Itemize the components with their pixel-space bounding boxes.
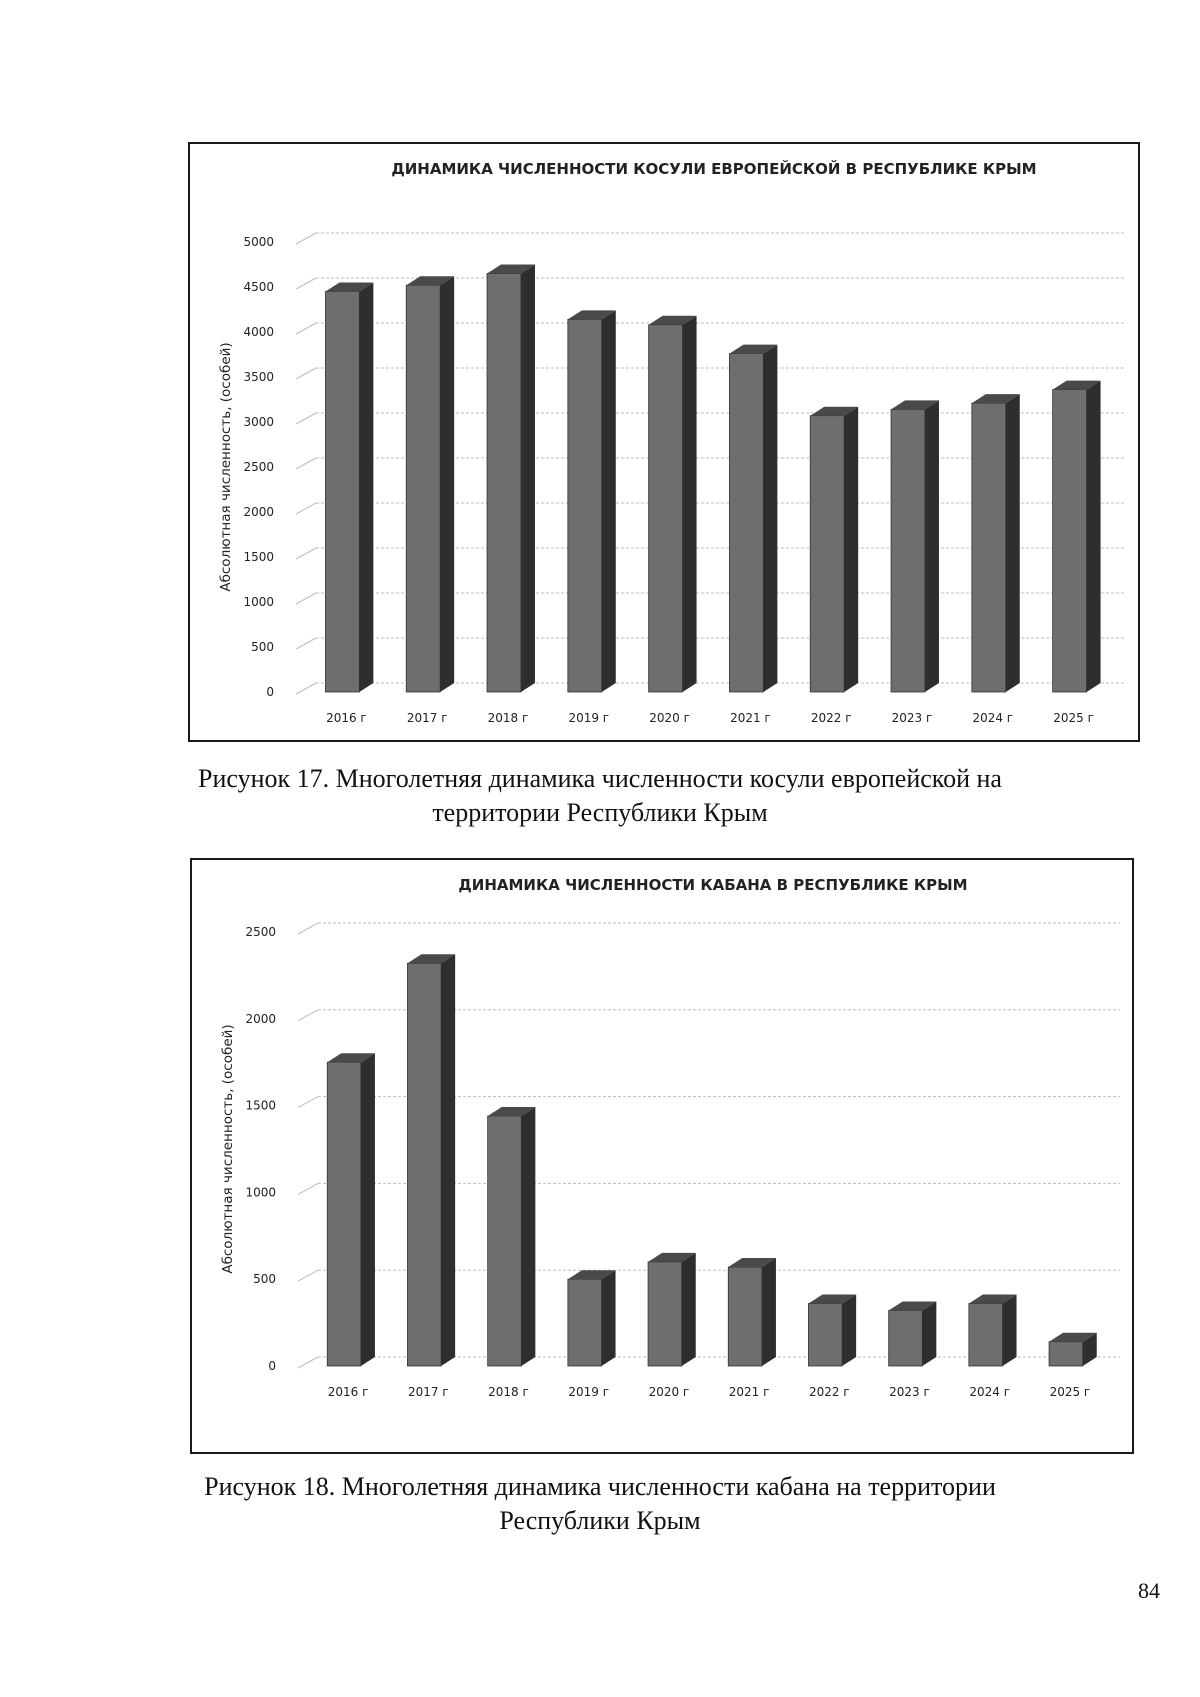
grid-diagonal bbox=[296, 413, 316, 424]
x-tick-label: 2021 г bbox=[728, 1385, 770, 1399]
y-axis-label: Абсолютная численность, (особей) bbox=[220, 1024, 236, 1274]
bar-side bbox=[602, 1270, 616, 1366]
bar bbox=[972, 403, 1006, 692]
x-tick-label: 2020 г bbox=[648, 1385, 690, 1399]
bar-side bbox=[441, 954, 455, 1366]
bar-side bbox=[925, 400, 939, 692]
grid-diagonal bbox=[298, 1097, 318, 1108]
y-tick-label: 4000 bbox=[243, 325, 274, 339]
bar-side bbox=[359, 283, 373, 693]
y-tick-label: 500 bbox=[251, 640, 274, 654]
bar bbox=[810, 416, 844, 692]
bar-side bbox=[521, 1107, 535, 1366]
bar-side bbox=[763, 345, 777, 692]
chart-roe-deer-svg bbox=[190, 144, 1138, 740]
x-tick-label: 2016 г bbox=[327, 1385, 369, 1399]
bar bbox=[406, 285, 440, 692]
x-tick-label: 2024 г bbox=[972, 711, 1014, 725]
x-tick-label: 2023 г bbox=[891, 711, 933, 725]
grid-diagonal bbox=[296, 593, 316, 604]
figure-17-caption: Рисунок 17. Многолетняя динамика численности косули европейской на территории Республики Крым bbox=[198, 764, 1002, 827]
grid-diagonal bbox=[296, 323, 316, 334]
bar-side bbox=[521, 265, 535, 693]
bar bbox=[889, 1310, 923, 1366]
grid-diagonal bbox=[298, 1357, 318, 1368]
x-tick-label: 2025 г bbox=[1049, 1385, 1091, 1399]
chart-wild-boar bbox=[190, 858, 1134, 1454]
x-tick-label: 2022 г bbox=[810, 711, 852, 725]
x-tick-label: 2017 г bbox=[407, 1385, 449, 1399]
grid-diagonal bbox=[296, 548, 316, 559]
x-tick-label: 2017 г bbox=[406, 711, 448, 725]
bar-side bbox=[361, 1053, 375, 1366]
y-tick-label: 2500 bbox=[243, 460, 274, 474]
bar bbox=[325, 292, 359, 693]
bar bbox=[891, 409, 925, 692]
grid-diagonal bbox=[298, 1270, 318, 1281]
bar bbox=[407, 963, 441, 1366]
y-tick-label: 3000 bbox=[243, 415, 274, 429]
bar bbox=[1053, 390, 1087, 692]
grid-diagonal bbox=[298, 1010, 318, 1021]
y-tick-label: 3500 bbox=[243, 370, 274, 384]
y-tick-label: 1500 bbox=[245, 1098, 276, 1113]
bar-side bbox=[683, 316, 697, 692]
grid-diagonal bbox=[296, 683, 316, 694]
bar-side bbox=[844, 407, 858, 692]
bar-side bbox=[922, 1301, 936, 1366]
page-number: 84 bbox=[1138, 1578, 1160, 1603]
bar-side bbox=[762, 1258, 776, 1366]
bar-side bbox=[1087, 381, 1101, 692]
chart-title: ДИНАМИКА ЧИСЛЕННОСТИ КОСУЛИ ЕВРОПЕЙСКОЙ В РЕСПУБЛИКЕ КРЫМ bbox=[391, 160, 1037, 178]
bar bbox=[487, 274, 521, 693]
x-tick-label: 2016 г bbox=[326, 711, 367, 725]
y-tick-label: 2500 bbox=[245, 925, 276, 939]
bar-side bbox=[1003, 1295, 1017, 1366]
bar bbox=[808, 1304, 842, 1366]
x-tick-label: 2020 г bbox=[649, 711, 690, 725]
grid-diagonal bbox=[298, 1183, 318, 1194]
x-tick-label: 2024 г bbox=[969, 1385, 1011, 1399]
x-tick-label: 2022 г bbox=[808, 1385, 850, 1399]
grid-diagonal bbox=[296, 233, 316, 244]
grid-diagonal bbox=[298, 923, 318, 934]
y-tick-label: 4500 bbox=[243, 280, 274, 294]
figure-18-caption: Рисунок 18. Многолетняя динамика численности кабана на территории Республики Крым bbox=[204, 1472, 996, 1535]
bar bbox=[649, 325, 683, 692]
y-tick-label: 5000 bbox=[243, 235, 274, 249]
x-tick-label: 2019 г bbox=[568, 711, 610, 725]
bar bbox=[1049, 1342, 1083, 1366]
x-tick-label: 2021 г bbox=[730, 711, 771, 725]
grid-diagonal bbox=[296, 278, 316, 289]
bar-side bbox=[602, 310, 616, 692]
y-axis-label: Абсолютная численность, (особей) bbox=[218, 342, 234, 592]
bar-side bbox=[440, 276, 454, 692]
x-tick-label: 2025 г bbox=[1053, 711, 1094, 725]
grid-diagonal bbox=[296, 503, 316, 514]
y-tick-label: 0 bbox=[266, 685, 274, 699]
x-tick-label: 2023 г bbox=[889, 1385, 930, 1399]
bar bbox=[568, 1279, 602, 1366]
grid-diagonal bbox=[296, 458, 316, 469]
y-tick-label: 2000 bbox=[245, 1011, 276, 1026]
y-tick-label: 1500 bbox=[243, 550, 274, 564]
x-tick-label: 2019 г bbox=[568, 1385, 610, 1399]
bar-side bbox=[682, 1253, 696, 1366]
bar bbox=[648, 1262, 682, 1366]
bar bbox=[728, 1267, 762, 1366]
chart-wild-boar-svg bbox=[192, 860, 1132, 1452]
bar-side bbox=[842, 1295, 856, 1366]
x-tick-label: 2018 г bbox=[487, 711, 529, 725]
y-tick-label: 0 bbox=[268, 1359, 276, 1373]
chart-roe-deer bbox=[188, 142, 1140, 742]
chart-title: ДИНАМИКА ЧИСЛЕННОСТИ КАБАНА В РЕСПУБЛИКЕ КРЫМ bbox=[458, 876, 968, 894]
bar bbox=[969, 1304, 1003, 1366]
x-tick-label: 2018 г bbox=[488, 1385, 529, 1399]
bar bbox=[327, 1062, 361, 1366]
bar bbox=[729, 354, 763, 692]
grid-diagonal bbox=[296, 638, 316, 649]
y-tick-label: 500 bbox=[253, 1272, 276, 1287]
bar bbox=[488, 1116, 522, 1366]
y-tick-label: 1000 bbox=[245, 1185, 276, 1200]
y-tick-label: 2000 bbox=[243, 505, 274, 519]
bar bbox=[568, 319, 602, 692]
y-tick-label: 1000 bbox=[243, 595, 274, 609]
grid-diagonal bbox=[296, 368, 316, 379]
bar-side bbox=[1006, 394, 1020, 692]
